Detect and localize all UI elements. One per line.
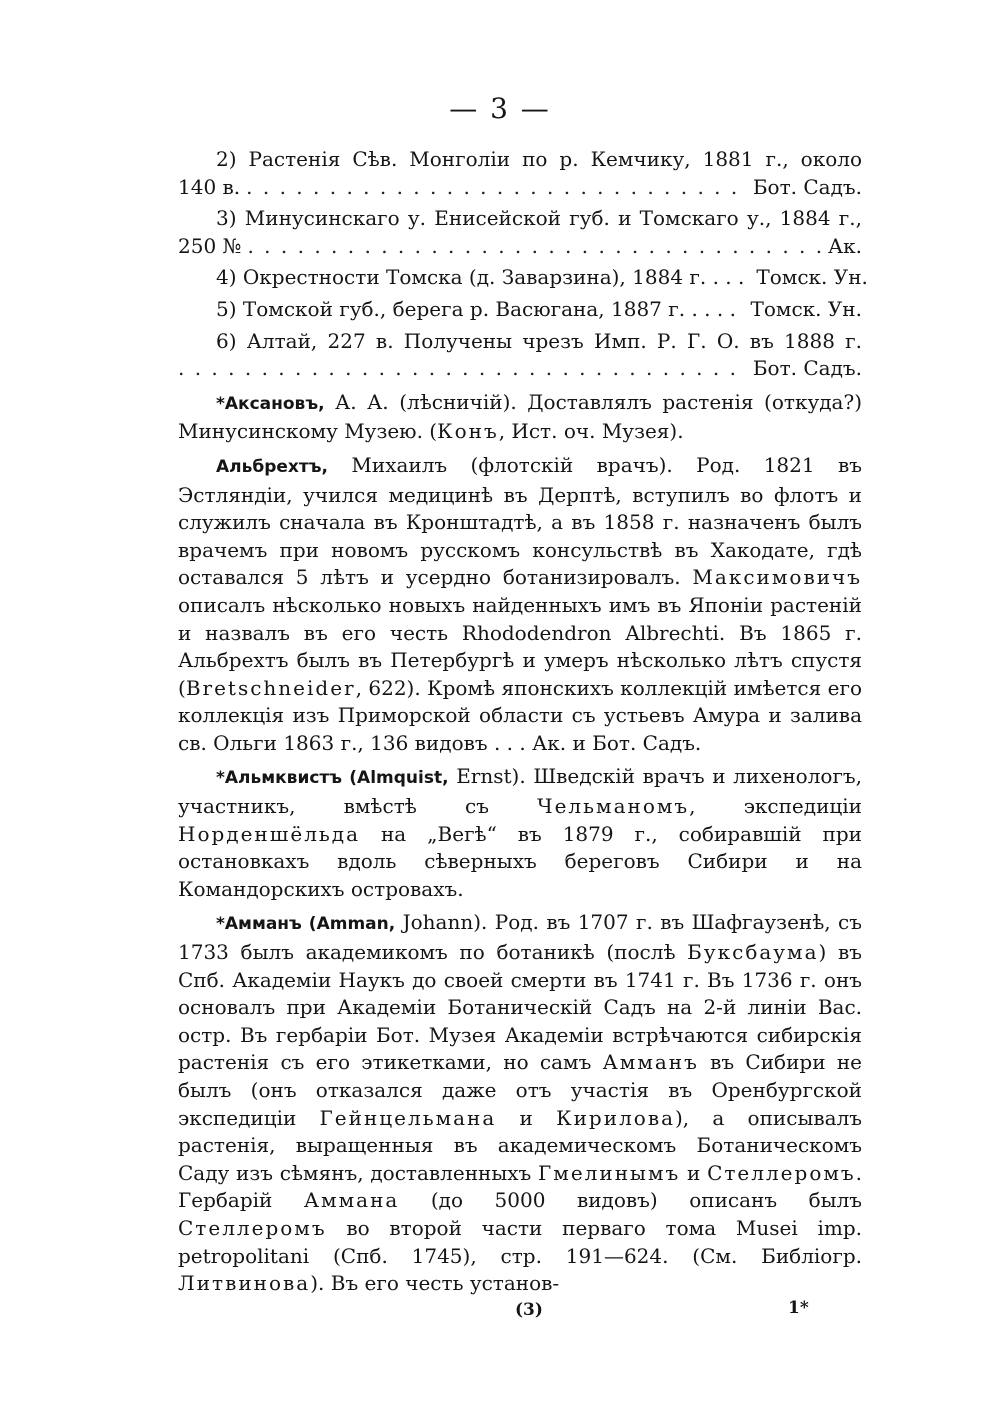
collection-item-4-leader bbox=[178, 264, 868, 292]
entry-amman-ref7: Аммана bbox=[303, 1188, 400, 1213]
collection-item-4 bbox=[178, 264, 868, 292]
entry-almquist bbox=[178, 763, 862, 903]
collection-item-3-count: 250 № bbox=[178, 233, 242, 258]
entry-amman-name: *Амманъ bbox=[216, 914, 302, 935]
collection-item-3-leader bbox=[178, 233, 862, 261]
entry-amman-ref3: Гейнцельмана bbox=[319, 1105, 497, 1130]
dot-leader bbox=[178, 355, 747, 383]
entry-almquist-name: *Альмквистъ bbox=[216, 768, 343, 789]
entry-amman-text8: (до 5000 видовъ) описанъ былъ bbox=[399, 1188, 862, 1213]
collection-item-4-text: 4) Окрестности Томска (д. Заварзина), 1884 г. . . . bbox=[216, 265, 745, 290]
entry-amman-text9: во второй части перваго тома Musei imp. petropolitani (Спб. 1745), стр. 191—624. (См. Библіогр. bbox=[178, 1215, 862, 1268]
entry-aksanov bbox=[178, 389, 862, 446]
entry-albrecht-ref1: Максимовичъ bbox=[692, 565, 862, 590]
entry-albrecht-ref2: Bretschneider bbox=[185, 675, 356, 700]
entry-amman-text2: ) въ Спб. Академіи Наукъ до своей смерти въ 1741 г. Въ 1736 г. онъ основалъ при Академіи Ботаническій Садъ на 2-й линіи Вас. остр. Въ гербаріи Бот. Музея Академіи встрѣчаются сибирскія растенія съ его этикетками, но самъ bbox=[178, 940, 862, 1075]
entry-almquist-ref1: Чельманомъ bbox=[537, 794, 690, 819]
collection-item-2-leader bbox=[178, 174, 862, 202]
collection-item-2-location: Бот. Садъ. bbox=[752, 174, 862, 199]
text-column bbox=[178, 146, 868, 1304]
collection-item-3 bbox=[178, 205, 862, 260]
entry-amman-ref2: Амманъ bbox=[602, 1050, 699, 1075]
entry-aksanov-name: *Аксановъ, bbox=[216, 393, 325, 414]
collection-item-5-text: 5) Томской губ., берега р. Васюгана, 1887 г. . . . . bbox=[216, 296, 736, 321]
dot-leader bbox=[246, 174, 747, 202]
page-number: — 3 — bbox=[449, 92, 551, 125]
dot-leader bbox=[247, 233, 822, 261]
entry-amman-ref6: Стеллеромъ bbox=[707, 1160, 856, 1185]
collection-item-5-location: Томск. Ун. bbox=[750, 296, 862, 321]
entry-amman-text4: и bbox=[496, 1105, 557, 1130]
entry-amman-ref4: Кирилова bbox=[556, 1105, 675, 1130]
entry-amman-ref9: Литвинова bbox=[178, 1271, 311, 1296]
collection-item-3-head: 3) Минусинскаго у. Енисейской губ. и Томскаго у., 1884 г., bbox=[216, 206, 862, 231]
entry-albrecht-text: Михаилъ (флотскій врачъ). Род. 1821 въ Эстляндіи, учился медицинѣ въ Дерптѣ, вступилъ во флотъ и служилъ сначала въ Кронштадтѣ, а въ 1858 г. назначенъ былъ врачемъ при новомъ русскомъ консульствѣ въ Хакодате, гдѣ оставался 5 лѣтъ и усердно ботанизировалъ. bbox=[178, 452, 862, 590]
collection-item-2 bbox=[178, 146, 862, 201]
entry-amman-text: Johann). Род. въ 1707 г. въ Шафгаузенѣ, съ 1733 былъ академикомъ по ботаникѣ (послѣ bbox=[178, 910, 862, 965]
collection-item-6-head: 6) Алтай, 227 в. Получены чрезъ Имп. Р. Г. О. въ 1888 г. bbox=[216, 328, 862, 353]
entry-amman-ref1: Буксбаума bbox=[687, 940, 819, 965]
entry-amman-text10: ). Въ его честь установ- bbox=[310, 1271, 560, 1296]
collection-item-6-location: Бот. Садъ. bbox=[752, 356, 862, 381]
entry-albrecht bbox=[178, 452, 862, 758]
entry-almquist-ref2: Норденшёльда bbox=[178, 821, 361, 846]
entry-amman-text5: ), а описывалъ растенія, выращенныя въ академическомъ Ботаническомъ Саду изъ сѣмянъ, доставленныхъ bbox=[178, 1105, 862, 1185]
collection-item-2-count: 140 в. bbox=[178, 174, 241, 199]
sheet-mark: 1* bbox=[788, 1298, 809, 1318]
entry-amman bbox=[178, 909, 862, 1297]
collection-item-6-leader bbox=[178, 355, 862, 383]
collection-item-2-head: 2) Растенія Сѣв. Монголіи по р. Кемчику, 1881 г., около bbox=[216, 147, 862, 171]
entry-almquist-name-latin: (Almquist, bbox=[342, 768, 449, 789]
entry-almquist-text: Ernst). Шведскій врачъ и лихенологъ, участникъ, вмѣстѣ съ bbox=[178, 764, 863, 819]
entry-aksanov-text: А. А. (лѣсничій). Доставлялъ растенія (откуда?) Минусинскому Музею. ( bbox=[178, 389, 862, 444]
collection-item-5-leader bbox=[178, 296, 862, 324]
signature-mark: (3) bbox=[515, 1300, 543, 1320]
entry-albrecht-text2: описалъ нѣсколько новыхъ найденныхъ имъ въ Японіи растеній и назвалъ въ его честь Rhododendron Albrechti. Въ 1865 г. Альбрехтъ былъ въ Петербургѣ и умеръ нѣсколько лѣтъ спустя ( bbox=[178, 592, 862, 700]
entry-amman-text6: и bbox=[680, 1160, 708, 1185]
entry-amman-text7: . Гербарій bbox=[178, 1160, 862, 1213]
entry-aksanov-author: Конъ bbox=[437, 419, 499, 444]
entry-albrecht-name: Альбрехтъ, bbox=[216, 456, 328, 477]
entry-amman-text3: въ Сибири не былъ (онъ отказался даже отъ участія въ Оренбургской экспедиціи bbox=[178, 1050, 863, 1130]
collection-item-6 bbox=[178, 328, 862, 383]
entry-aksanov-text2: , Ист. оч. Музея). bbox=[498, 419, 684, 444]
entry-amman-ref5: Гмелинымъ bbox=[538, 1160, 681, 1185]
entry-amman-ref8: Стеллеромъ bbox=[178, 1215, 327, 1240]
entry-almquist-text2: , экспедиціи bbox=[689, 794, 863, 819]
entry-amman-name-latin: (Amman, bbox=[301, 914, 396, 935]
entry-almquist-text3: на „Вегѣ“ въ 1879 г., собиравшій при остановкахъ вдоль сѣверныхъ береговъ Сибири и на Командорскихъ островахъ. bbox=[178, 821, 862, 901]
collection-item-4-location: Томск. Ун. bbox=[756, 265, 868, 290]
collection-item-5 bbox=[178, 296, 862, 324]
entry-albrecht-text3: , 622). Кромѣ японскихъ коллекцій имѣется его коллекція изъ Приморской области съ устьевъ Амура и залива св. Ольги 1863 г., 136 видовъ . . . Ак. и Бот. Садъ. bbox=[178, 675, 862, 755]
collection-item-3-location: Ак. bbox=[827, 233, 862, 258]
